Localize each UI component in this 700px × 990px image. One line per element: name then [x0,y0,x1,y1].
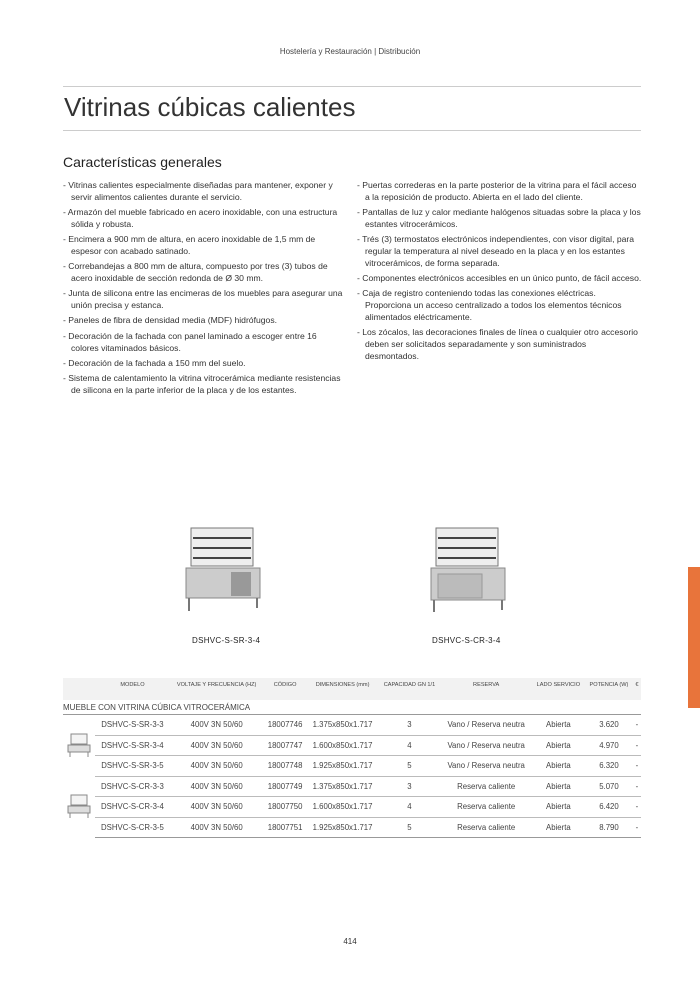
column-header: CAPACIDAD GN 1/1 [378,678,440,700]
table-cell: Reserva caliente [441,817,532,838]
table-cell: 400V 3N 50/60 [170,715,264,736]
table-cell: 1.925x850x1.717 [307,817,379,838]
page-title: Vitrinas cúbicas calientes [64,92,356,122]
table-cell: - [633,735,641,756]
column-header: CÓDIGO [263,678,306,700]
table-cell: 18007747 [263,735,306,756]
table-cell: Abierta [532,735,585,756]
table-cell: 400V 3N 50/60 [170,735,264,756]
table-cell: - [633,715,641,736]
table-cell: DSHVC-S-SR-3-4 [95,735,170,756]
feature-item: - Trés (3) termostatos electrónicos independientes, con visor digital, para regular la temperatura al nivel deseado en la placa y en los estantes vitrocerámicos, de forma separada. [357,234,642,269]
table-cell: 3.620 [585,715,633,736]
product-image-sr [183,526,273,616]
table-cell: Reserva caliente [441,776,532,797]
features-right [357,180,642,366]
product-image-cr [428,526,518,616]
table-cell: 4.970 [585,735,633,756]
table-row [63,756,641,777]
column-header: LADO SERVICIO [532,678,585,700]
table-cell: Abierta [532,797,585,818]
table-section-label: MUEBLE CON VITRINA CÚBICA VITROCERÁMICA [63,700,641,715]
table-cell: 18007750 [263,797,306,818]
feature-item: - Encimera a 900 mm de altura, en acero inoxidable de 1,5 mm de espesor con acabado satinado. [63,234,343,258]
table-cell: - [633,817,641,838]
table-cell: Vano / Reserva neutra [441,735,532,756]
feature-item: - Componentes electrónicos accesibles en un único punto, de fácil acceso. [357,273,642,285]
table-row [63,715,641,736]
table-cell: 3 [378,715,440,736]
section-heading: Características generales [63,154,222,170]
feature-item: - Armazón del mueble fabricado en acero inoxidable, con una estructura sólida y robusta. [63,207,343,231]
feature-item: - Caja de registro conteniendo todas las conexiones eléctricas. Proporciona un acceso centralizado a todos los elementos técnicos alimentados eléctricamente. [357,288,642,323]
table-cell: 400V 3N 50/60 [170,756,264,777]
table-cell: 8.790 [585,817,633,838]
table-cell: - [633,756,641,777]
table-cell: Abierta [532,776,585,797]
column-header: POTENCIA (W) [585,678,633,700]
feature-item: - Puertas correderas en la parte posterior de la vitrina para el fácil acceso a la reposición de producto. Abierta en el lado del cliente. [357,180,642,204]
section-tab [688,567,700,708]
feature-item: - Correbandejas a 800 mm de altura, compuesto por tres (3) tubos de acero inoxidable de sección redonda de Ø 30 mm. [63,261,343,285]
table-row [63,797,641,818]
table-cell: 5.070 [585,776,633,797]
table-cell: Abierta [532,756,585,777]
table-cell: 3 [378,776,440,797]
column-header: RESERVA [441,678,532,700]
table-cell: 1.600x850x1.717 [307,735,379,756]
product-thumbnail [63,776,95,838]
table-cell: 1.600x850x1.717 [307,797,379,818]
table-cell: 6.320 [585,756,633,777]
column-header: € [633,678,641,700]
divider [63,86,641,87]
table-cell: 5 [378,817,440,838]
table-cell: 18007749 [263,776,306,797]
table-cell: DSHVC-S-SR-3-3 [95,715,170,736]
table-cell: 1.375x850x1.717 [307,776,379,797]
table-cell: 4 [378,797,440,818]
feature-item: - Vitrinas calientes especialmente diseñadas para mantener, exponer y servir alimentos calientes durante el servicio. [63,180,343,204]
table-row [63,776,641,797]
table-cell: 4 [378,735,440,756]
table-cell: Vano / Reserva neutra [441,756,532,777]
feature-item: - Sistema de calentamiento la vitrina vitrocerámica mediante resistencias de silicona en la parte inferior de la placa y de los estantes. [63,373,343,397]
table-cell: - [633,797,641,818]
table-cell: 400V 3N 50/60 [170,776,264,797]
product-label: DSHVC-S-CR-3-4 [432,636,501,645]
table-cell: 1.925x850x1.717 [307,756,379,777]
feature-item: - Pantallas de luz y calor mediante halógenos situadas sobre la placa y los estantes vitrocerámicos. [357,207,642,231]
feature-item: - Los zócalos, las decoraciones finales de línea o cualquier otro accesorio deben ser solicitados separadamente y son suministrados desmontados. [357,327,642,362]
table-cell: 400V 3N 50/60 [170,817,264,838]
feature-item: - Paneles de fibra de densidad media (MDF) hidrófugos. [63,315,343,327]
product-label: DSHVC-S-SR-3-4 [192,636,261,645]
running-header: Hostelería y Restauración | Distribución [279,47,421,56]
column-header: MODELO [95,678,170,700]
table-cell: DSHVC-S-SR-3-5 [95,756,170,777]
product-thumbnail [63,715,95,777]
table-cell: 5 [378,756,440,777]
table-cell: DSHVC-S-CR-3-4 [95,797,170,818]
column-header: VOLTAJE Y FRECUENCIA (HZ) [170,678,264,700]
column-header: DIMENSIONES (mm) [307,678,379,700]
table-cell: 18007748 [263,756,306,777]
table-cell: 400V 3N 50/60 [170,797,264,818]
table-cell: 18007751 [263,817,306,838]
table-cell: DSHVC-S-CR-3-5 [95,817,170,838]
table-cell: Abierta [532,715,585,736]
table-row [63,735,641,756]
page-number: 414 [343,937,357,946]
features-left [63,180,343,400]
table-row [63,817,641,838]
table-cell: Abierta [532,817,585,838]
table-cell: Reserva caliente [441,797,532,818]
table-cell: Vano / Reserva neutra [441,715,532,736]
divider [63,130,641,131]
table-cell: - [633,776,641,797]
feature-item: - Decoración de la fachada a 150 mm del suelo. [63,358,343,370]
feature-item: - Junta de silicona entre las encimeras de los muebles para asegurar una unión precisa y estanca. [63,288,343,312]
product-table [63,678,641,838]
img-col-header [63,678,95,700]
feature-item: - Decoración de la fachada con panel laminado a escoger entre 16 colores vitaminados básicos. [63,331,343,355]
table-cell: 18007746 [263,715,306,736]
table-cell: DSHVC-S-CR-3-3 [95,776,170,797]
table-cell: 1.375x850x1.717 [307,715,379,736]
table-cell: 6.420 [585,797,633,818]
